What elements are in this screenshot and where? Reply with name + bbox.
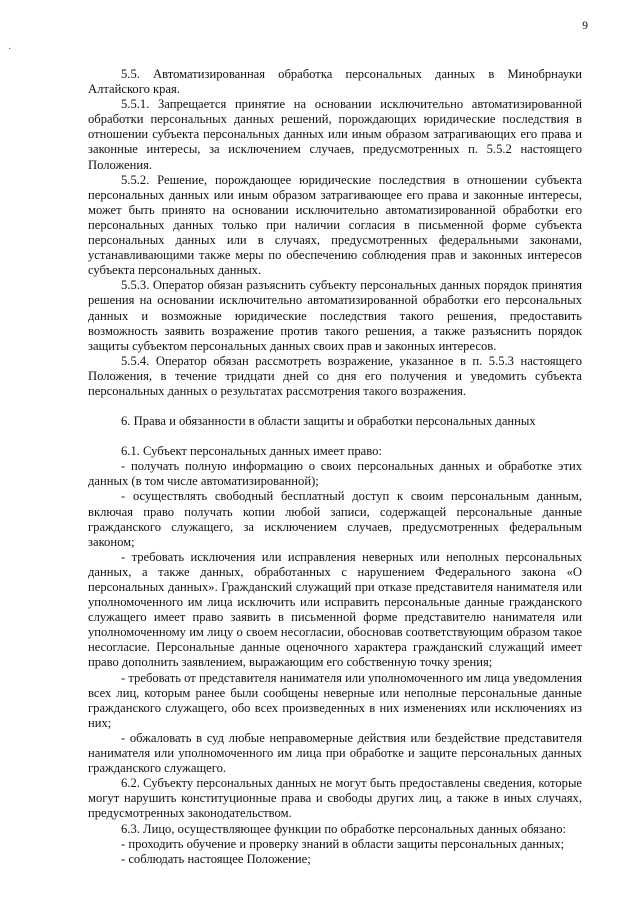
list-item: - проходить обучение и проверку знаний в области защиты персональных данных; <box>121 836 565 851</box>
list-item: - обжаловать в суд любые неправомерные действия или бездействие представителя нанимателя или уполномоченного им лица при обработке и защите персональных данных гражданского служащего. <box>88 730 582 776</box>
section-heading: 6. Права и обязанности в области защиты и обработки персональных данных <box>121 414 536 429</box>
section-gap <box>88 429 582 444</box>
list-item: - соблюдать настоящее Положение; <box>121 851 311 866</box>
paragraph-5-5-1: 5.5.1. Запрещается принятие на основании исключительно автоматизированной обработки персональных данных решений, порождающих юридические последствия в отношении субъекта персональных данных или иным образом затрагивающих его права и законные интересы, за исключением случаев, предусмотренных п. 5.5.2 настоящего Положения. <box>88 97 582 172</box>
list-item: - получать полную информацию о своих персональных данных и обработке этих данных (в том числе автоматизированной); <box>88 459 582 489</box>
paragraph-6-1: 6.1. Субъект персональных данных имеет право: <box>121 444 382 459</box>
list-item: - требовать исключения или исправления неверных или неполных персональных данных, а также данных, обработанных с нарушением Федерального закона «О персональных данных». Гражданский служащий при отказе представителя нанимателя или уполномоченного им лица исключить или исправить персональные данные гражданского служащего имеет право заявить в письменной форме представителю нанимателя или уполномоченному им лицу о своем несогласии, обосновав соответствующим образом такое несогласие. Персональные данные оценочного характера гражданский служащий имеет право дополнить заявлением, выражающим его собственную точку зрения; <box>88 549 582 670</box>
list-item: - осуществлять свободный бесплатный доступ к своим персональным данным, включая право получать копии любой записи, содержащей персональные данные гражданского служащего, за исключением случаев, предусмотренных федеральным законом; <box>88 489 582 549</box>
paragraph-5-5-3: 5.5.3. Оператор обязан разъяснить субъекту персональных данных порядок принятия решения на основании исключительно автоматизированной обработки его персональных данных и возможные юридические последствия такого решения, предоставить возможность заявить возражение против такого решения, а также разъяснить порядок защиты субъектом персональных данных своих прав и законных интересов. <box>88 278 582 353</box>
paragraph-6-3: 6.3. Лицо, осуществляющее функции по обработке персональных данных обязано: <box>121 821 566 836</box>
page-number: 9 <box>582 20 588 32</box>
page-body <box>88 67 582 867</box>
margin-mark: · <box>8 44 12 55</box>
paragraph-5-5: 5.5. Автоматизированная обработка персональных данных в Минобрнауки Алтайского края. <box>88 67 582 97</box>
section-gap <box>88 399 582 414</box>
list-item: - требовать от представителя нанимателя или уполномоченного им лица уведомления всех лиц, которым ранее были сообщены неверные или неполные персональные данные гражданского служащего, обо всех произведенных в них изменениях или исключениях из них; <box>88 670 582 730</box>
paragraph-6-2: 6.2. Субъекту персональных данных не могут быть предоставлены сведения, которые могут нарушить конституционные права и свободы других лиц, а также в иных случаях, предусмотренных законодательством. <box>88 776 582 821</box>
paragraph-5-5-2: 5.5.2. Решение, порождающее юридические последствия в отношении субъекта персональных данных или иным образом затрагивающее его права и законные интересы, может быть принято на основании исключительно автоматизированной обработки его персональных данных только при наличии согласия в письменной форме субъекта персональных данных или в случаях, предусмотренных федеральными законами, устанавливающими также меры по обеспечению соблюдения прав и законных интересов субъекта персональных данных. <box>88 172 582 278</box>
paragraph-5-5-4: 5.5.4. Оператор обязан рассмотреть возражение, указанное в п. 5.5.3 настоящего Положения, в течение тридцати дней со дня его получения и уведомить субъекта персональных данных о результатах рассмотрения такого возражения. <box>88 353 582 398</box>
